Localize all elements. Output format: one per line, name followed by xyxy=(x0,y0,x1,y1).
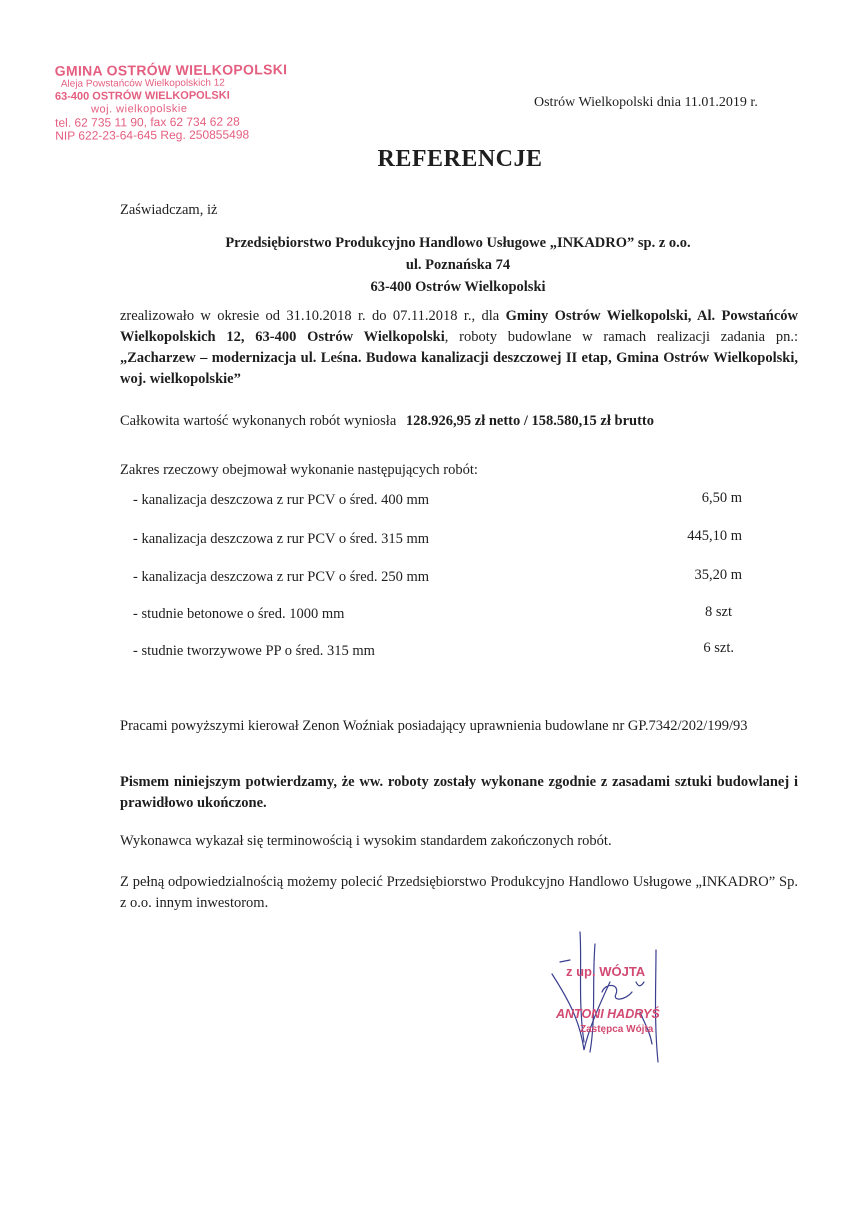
document-title: REFERENCJE xyxy=(377,146,543,172)
confirmation-text: Pismem niniejszym potwierdzamy, że ww. roboty zostały wykonane zgodnie z zasadami sztuki budowlanej i prawidłowo ukończone. xyxy=(120,774,798,811)
company-name: Przedsiębiorstwo Produkcyjno Handlowo Usługowe „INKADRO” sp. z o.o. xyxy=(225,235,691,251)
company-street: ul. Poznańska 74 xyxy=(405,257,511,273)
work-item-qty: 6,50 m xyxy=(701,490,742,506)
site-manager-text: Pracami powyższymi kierował Zenon Woźniak posiadający uprawnienia budowlane nr GP.7342/202/199/93 xyxy=(120,718,748,734)
work-item-label: - kanalizacja deszczowa z rur PCV o śred. 400 mm xyxy=(133,492,430,508)
stamp-line: GMINA OSTRÓW WIELKOPOLSKI xyxy=(54,61,288,79)
recommendation-text: Z pełną odpowiedzialnością możemy polecić Przedsiębiorstwo Produkcyjno Handlowo Usługowe „INKADRO” Sp. z o.o. innym inwestorom. xyxy=(120,874,798,911)
body-text: zrealizowało w okresie od 31.10.2018 r. do 07.11.2018 r., dla xyxy=(120,308,506,324)
signature-stamp xyxy=(540,922,710,1072)
value-label: Całkowita wartość wykonanych robót wyniosła xyxy=(120,413,397,429)
signature-line: z up. WÓJTA xyxy=(566,964,646,979)
total-value xyxy=(120,413,654,430)
work-item-label: - kanalizacja deszczowa z rur PCV o śred. 315 mm xyxy=(133,531,430,547)
work-item-qty: 35,20 m xyxy=(694,567,742,583)
stamp-line: Aleja Powstańców Wielkopolskich 12 xyxy=(60,77,225,90)
body-text: , roboty budowlane w ramach realizacji zadania pn.: xyxy=(444,329,798,345)
scope-intro: Zakres rzeczowy obejmował wykonanie następujących robót: xyxy=(120,462,478,478)
work-item-label: - studnie betonowe o śred. 1000 mm xyxy=(133,606,345,622)
signature-role: Zastępca Wójta xyxy=(580,1024,654,1035)
work-item-qty: 8 szt xyxy=(705,604,732,620)
place-date: Ostrów Wielkopolski dnia 11.01.2019 r. xyxy=(534,95,758,110)
work-item-label: - studnie tworzywowe PP o śred. 315 mm xyxy=(133,643,375,659)
stamp-line: NIP 622-23-64-645 Reg. 250855498 xyxy=(55,127,250,143)
stamp-line: 63-400 OSTRÓW WIELKOPOLSKI xyxy=(54,89,230,103)
client-name: Gminy Ostrów Wielkopolski, Al. Powstańców Wielkopolskich 12, 63-400 Ostrów Wielkopolski xyxy=(120,308,798,345)
company-city: 63-400 Ostrów Wielkopolski xyxy=(370,279,546,295)
signature-name: ANTONI HADRYŚ xyxy=(556,1007,660,1021)
intro-text: Zaświadczam, iż xyxy=(120,202,218,218)
stamp-line: tel. 62 735 11 90, fax 62 734 62 28 xyxy=(55,114,240,130)
company-block xyxy=(0,232,859,298)
value-amount: 128.926,95 zł netto / 158.580,15 zł brutto xyxy=(405,413,654,429)
body-paragraph xyxy=(120,306,798,390)
office-stamp xyxy=(54,61,288,143)
work-item-qty: 6 szt. xyxy=(703,640,734,656)
work-item-qty: 445,10 m xyxy=(687,528,742,544)
task-name: „Zacharzew – modernizacja ul. Leśna. Budowa kanalizacji deszczowej II etap, Gmina Ostrów Wielkopolski, woj. wielkopolskie” xyxy=(120,350,798,387)
work-item-label: - kanalizacja deszczowa z rur PCV o śred. 250 mm xyxy=(133,569,430,585)
stamp-line: woj. wielkopolskie xyxy=(91,102,188,116)
contractor-text: Wykonawca wykazał się terminowością i wysokim standardem zakończonych robót. xyxy=(120,833,612,849)
